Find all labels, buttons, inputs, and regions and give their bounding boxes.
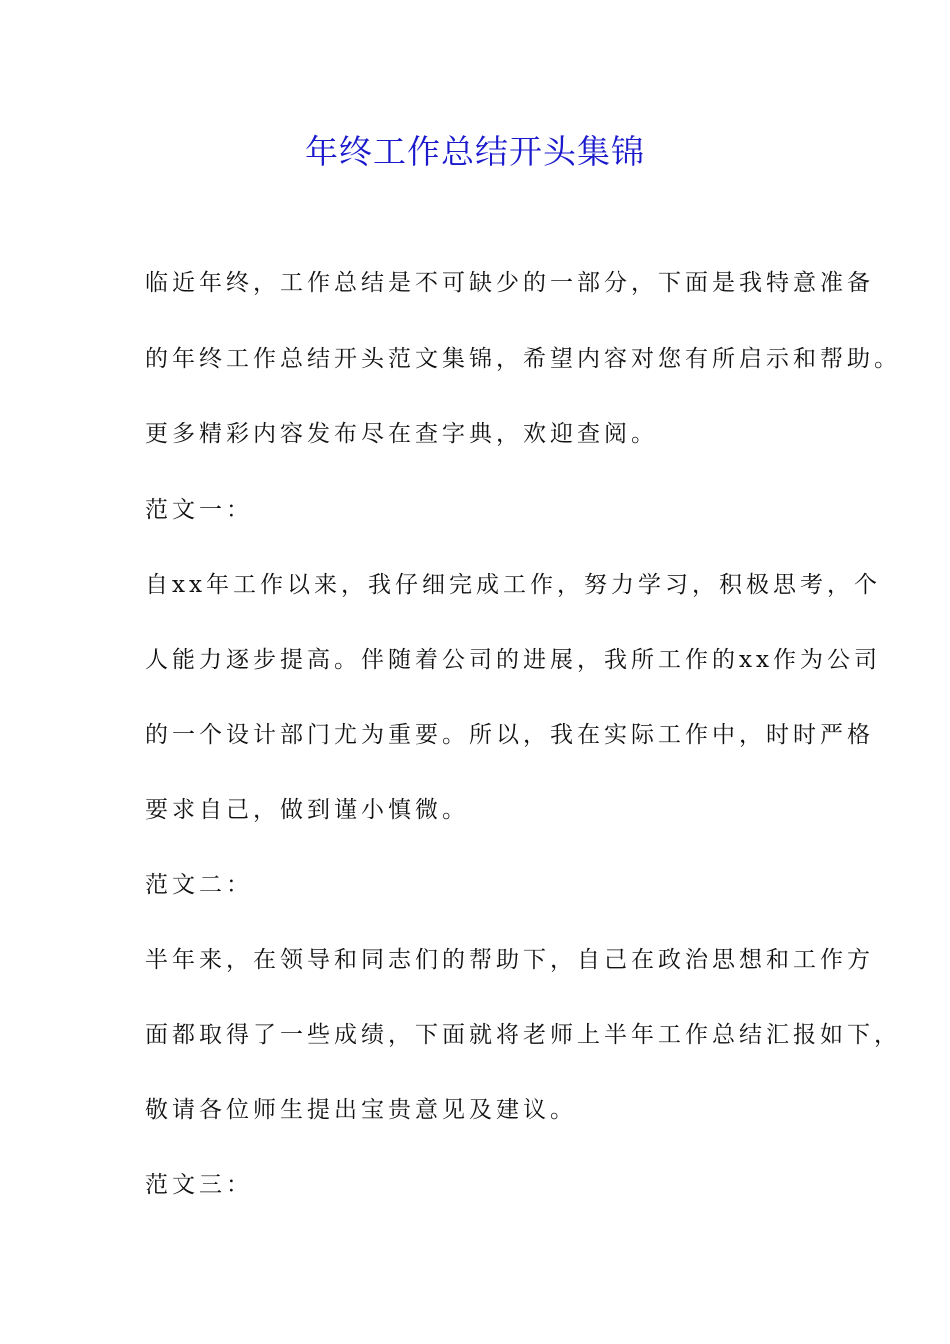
intro-line-3: 更多精彩内容发布尽在查字典，欢迎查阅。 <box>145 421 658 447</box>
sample1-line-2: 人能力逐步提高。伴随着公司的进展，我所工作的xx作为公司 <box>145 647 881 673</box>
sample2-line-2: 面都取得了一些成绩，下面就将老师上半年工作总结汇报如下， <box>145 1022 901 1048</box>
sample1-line-1: 自xx年工作以来，我仔细完成工作，努力学习，积极思考，个 <box>145 572 881 598</box>
intro-line-1: 临近年终，工作总结是不可缺少的一部分，下面是我特意准备 <box>145 270 874 296</box>
section-heading-1: 范文一： <box>145 497 253 523</box>
sample2-line-3: 敬请各位师生提出宝贵意见及建议。 <box>145 1097 577 1123</box>
intro-line-2: 的年终工作总结开头范文集锦，希望内容对您有所启示和帮助。 <box>145 346 901 372</box>
sample1-line-4: 要求自己，做到谨小慎微。 <box>145 797 469 823</box>
document-title: 年终工作总结开头集锦 <box>305 132 645 171</box>
sample2-line-1: 半年来，在领导和同志们的帮助下，自己在政治思想和工作方 <box>145 947 874 973</box>
section-heading-3: 范文三： <box>145 1172 253 1198</box>
section-heading-2: 范文二： <box>145 872 253 898</box>
sample1-line-3: 的一个设计部门尤为重要。所以，我在实际工作中，时时严格 <box>145 722 874 748</box>
